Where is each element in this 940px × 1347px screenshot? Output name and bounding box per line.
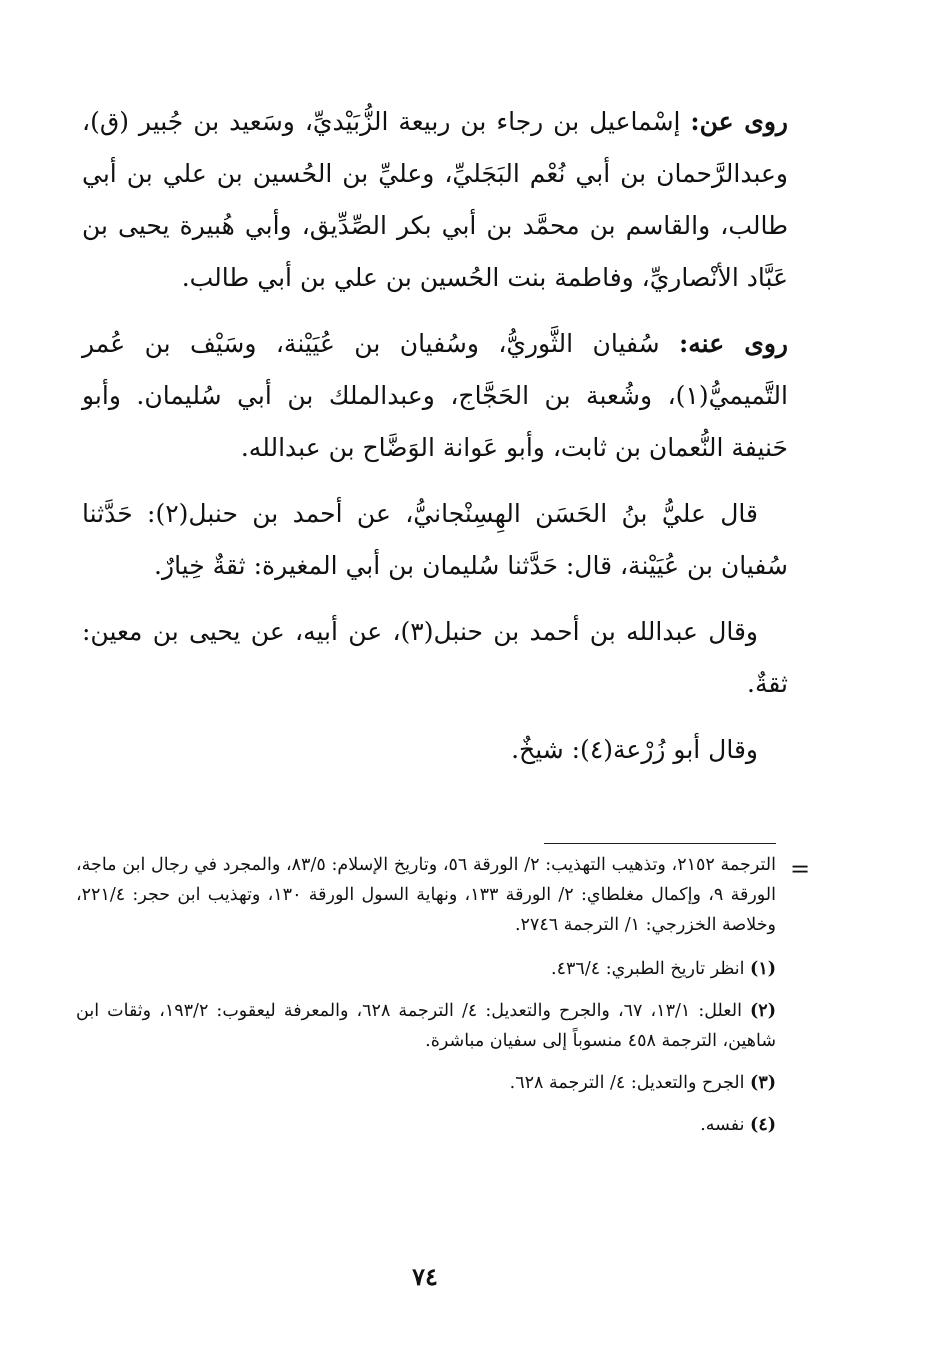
footnote-item [76,1068,776,1098]
abu-zura-paragraph: وقال أبو زُرْعة(٤): شيخٌ. [511,735,758,764]
footnotes [76,850,776,1152]
ali-quote-paragraph: قال عليُّ بنُ الحَسَن الهِسِنْجانيُّ، عن أحمد بن حنبل(٢): حَدَّثنا سُفيان بن عُيَيْنة، قال: حَدَّثنا سُليمان بن أبي المغيرة: ثقةٌ خِيارٌ. [82,499,788,580]
footnote-text: العلل: ١٣/١، ٦٧، والجرح والتعديل: ٤/ الترجمة ٦٢٨، والمعرفة ليعقوب: ١٩٣/٢، وثقات ابن شاهين، الترجمة ٤٥٨ منسوباً إلى سفيان مباشرة. [76,1001,776,1051]
footnote-text: نفسه. [700,1115,751,1135]
footnote-divider [544,843,776,844]
footnote-number: (٢) [750,1001,776,1021]
paragraph-text: إسْماعيل بن رجاء بن ربيعة الزُّبَيْديِّ، وسَعيد بن جُبير (ق)، وعبدالرَّحمان بن أبي نُعْم البَجَليِّ، وعليِّ بن الحُسين بن علي بن أبي طالب، والقاسم بن محمَّد بن أبي بكر الصِّدِّيق، وأبي هُبيرة يحيى بن عَبَّاد الأنْصاريِّ، وفاطمة بنت الحُسين بن علي بن أبي طالب. [82,107,788,292]
paragraph-text: سُفيان الثَّوريُّ، وسُفيان بن عُيَيْنة، وسَيْف بن عُمر التَّميميُّ(١)، وشُعبة بن الحَجَّاج، وعبدالملك بن أبي سُليمان. وأبو حَنيفة النُّعمان بن ثابت، وأبو عَوانة الوَضَّاح بن عبدالله. [82,329,788,462]
paragraph-lead: روى عن: [690,107,788,136]
footnote-continuation: الترجمة ٢١٥٢، وتذهيب التهذيب: ٢/ الورقة ٥٦، وتاريخ الإسلام: ٨٣/٥، والمجرد في رجال ابن ماجة، الورقة ٩، وإكمال مغلطاي: ٢/ الورقة ١٣٣، ونهاية السول الورقة ١٣٠، وتهذيب ابن حجر: ٢٢١/٤، وخلاصة الخزرجي: ١/ الترجمة ٢٧٤٦. [76,855,777,935]
continuation-mark: = [790,855,811,883]
main-text [82,96,788,790]
paragraph-lead: روى عنه: [679,329,788,358]
page-number: ٧٤ [412,1262,438,1291]
footnote-number: (١) [750,959,776,979]
footnote-text: انظر تاريخ الطبري: ٤٣٦/٤. [551,959,751,979]
footnote-number: (٤) [750,1115,776,1135]
footnote-item [76,996,776,1056]
abdullah-quote-paragraph: وقال عبدالله بن أحمد بن حنبل(٣)، عن أبيه، عن يحيى بن معين: ثقةٌ. [82,617,788,698]
narrated-by-paragraph [82,318,788,474]
narrated-from-paragraph [82,96,788,304]
footnote-item [76,1110,776,1140]
footnote-number: (٣) [750,1073,776,1093]
footnote-item [76,954,776,984]
footnote-text: الجرح والتعديل: ٤/ الترجمة ٦٢٨. [509,1073,751,1093]
